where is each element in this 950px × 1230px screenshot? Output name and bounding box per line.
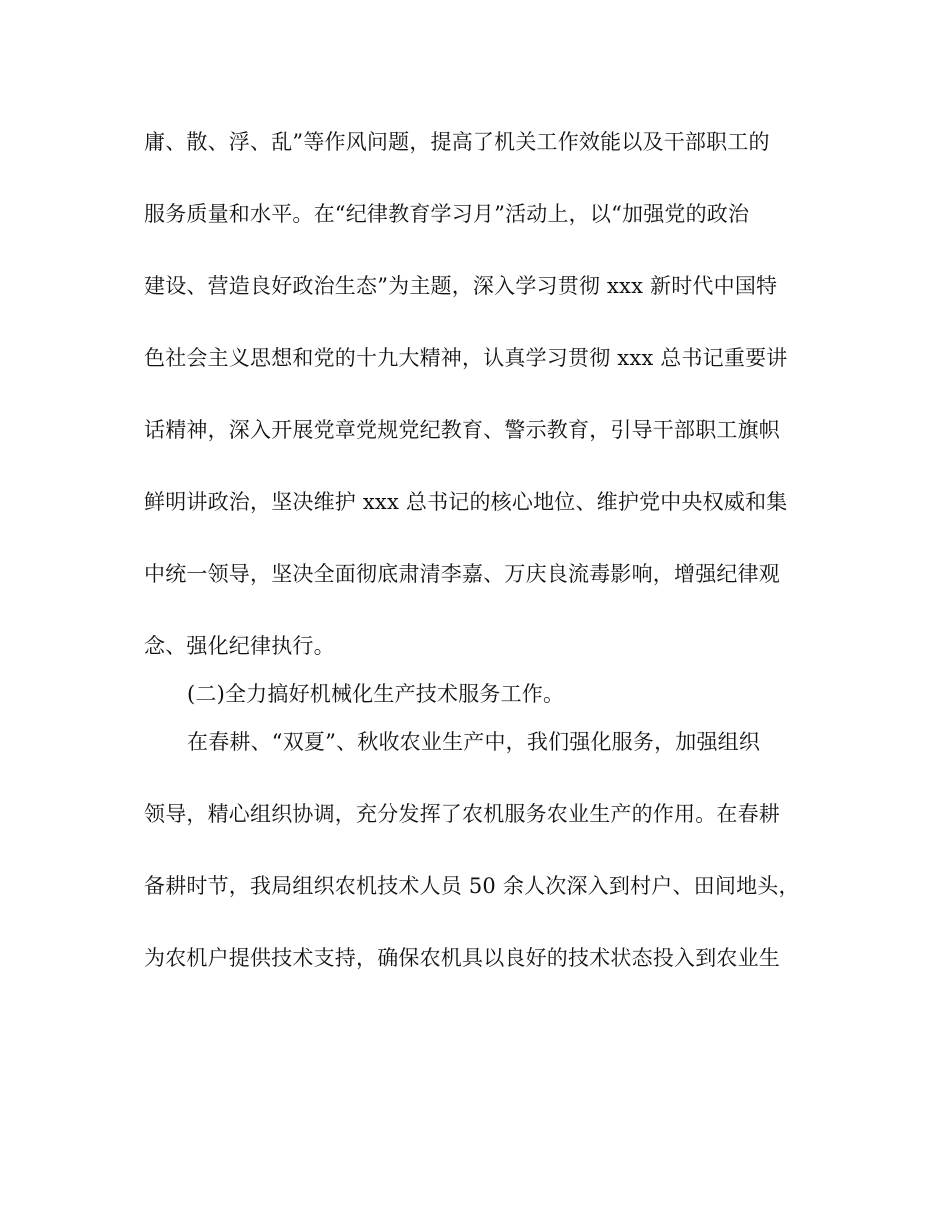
text-line: 中统一领导，坚决全面彻底肃清李嘉、万庆良流毒影响，增强纪律观 <box>144 562 780 586</box>
body-text <box>144 120 806 1008</box>
text-line: 念、强化纪律执行。 <box>144 634 335 658</box>
text-line: 色社会主义思想和党的十九大精神，认真学习贯彻 xxx 总书记重要讲 <box>144 346 788 370</box>
text-line: 鲜明讲政治，坚决维护 xxx 总书记的核心地位、维护党中央权威和集 <box>144 490 788 514</box>
text-line: 话精神，深入开展党章党规党纪教育、警示教育，引导干部职工旗帜 <box>144 418 780 442</box>
text-line: 庸、散、浮、乱”等作风问题，提高了机关工作效能以及干部职工的 <box>144 130 770 154</box>
text-line: 领导，精心组织协调，充分发挥了农机服务农业生产的作用。在春耕 <box>144 802 780 826</box>
text-line: 为农机户提供技术支持，确保农机具以良好的技术状态投入到农业生 <box>144 946 780 970</box>
text-line: 服务质量和水平。在“纪律教育学习月”活动上，以“加强党的政治 <box>144 202 750 226</box>
text-line: 建设、营造良好政治生态”为主题，深入学习贯彻 xxx 新时代中国特 <box>144 274 778 298</box>
text-line: 备耕时节，我局组织农机技术人员 50 余人次深入到村户、田间地头， <box>144 874 800 898</box>
paragraph-first-line: 在春耕、“双夏”、秋收农业生产中，我们强化服务，加强组织 <box>187 730 761 754</box>
section-heading: (二)全力搞好机械化生产技术服务工作。 <box>187 682 565 706</box>
